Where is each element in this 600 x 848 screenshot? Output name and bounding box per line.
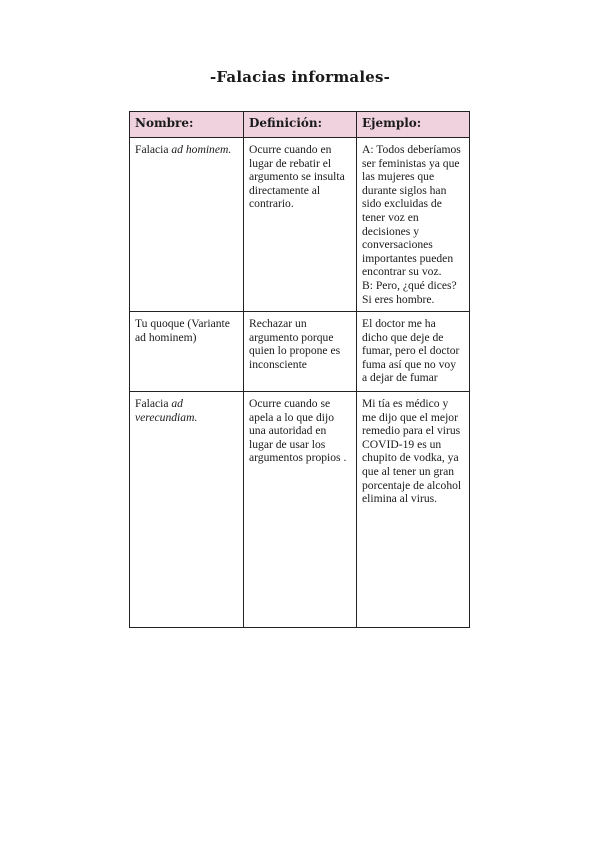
cell-definition: Ocurre cuando se apela a lo que dijo una autoridad en lugar de usar los argumentos propios .	[244, 392, 357, 628]
document-title: -Falacias informales-	[209, 68, 391, 86]
cell-definition: Ocurre cuando en lugar de rebatir el argumento se insulta directamente al contrario.	[244, 138, 357, 312]
cell-example	[357, 392, 470, 628]
cell-name	[130, 392, 244, 628]
header-ejemplo: Ejemplo:	[357, 112, 470, 138]
cell-name	[130, 138, 244, 312]
fallacies-table	[129, 111, 470, 628]
name-text: Falacia	[135, 397, 172, 410]
example-line: A: Todos deberíamos ser feministas ya que las mujeres que durante siglos han sido excluidas de tener voz en decisiones y conversaciones importantes pueden encontrar su voz.	[362, 143, 461, 279]
name-text: Falacia	[135, 143, 172, 156]
header-definicion: Definición:	[244, 112, 357, 138]
table-row	[130, 138, 470, 312]
example-line: El doctor me ha dicho que deje de fumar, pero el doctor fuma así que no voy a dejar de fumar	[362, 317, 460, 385]
example-line: B: Pero, ¿qué dices? Si eres hombre.	[362, 278, 457, 306]
header-nombre: Nombre:	[130, 112, 244, 138]
cell-example	[357, 138, 470, 312]
table-row	[130, 392, 470, 628]
cell-definition: Rechazar un argumento porque quien lo propone es inconsciente	[244, 312, 357, 392]
cell-name	[130, 312, 244, 392]
cell-example	[357, 312, 470, 392]
name-italic-text: ad hominem.	[171, 143, 232, 156]
name-text: Tu quoque (Variante ad hominem)	[135, 317, 230, 344]
name-italic-text: ad verecundiam.	[135, 397, 198, 424]
table-row	[130, 312, 470, 392]
example-line: Mi tía es médico y me dijo que el mejor remedio para el virus COVID-19 es un chupito de vodka, ya que al tener un gran porcentaje de alcohol elimina al virus.	[362, 397, 462, 506]
table-header-row	[130, 112, 470, 138]
